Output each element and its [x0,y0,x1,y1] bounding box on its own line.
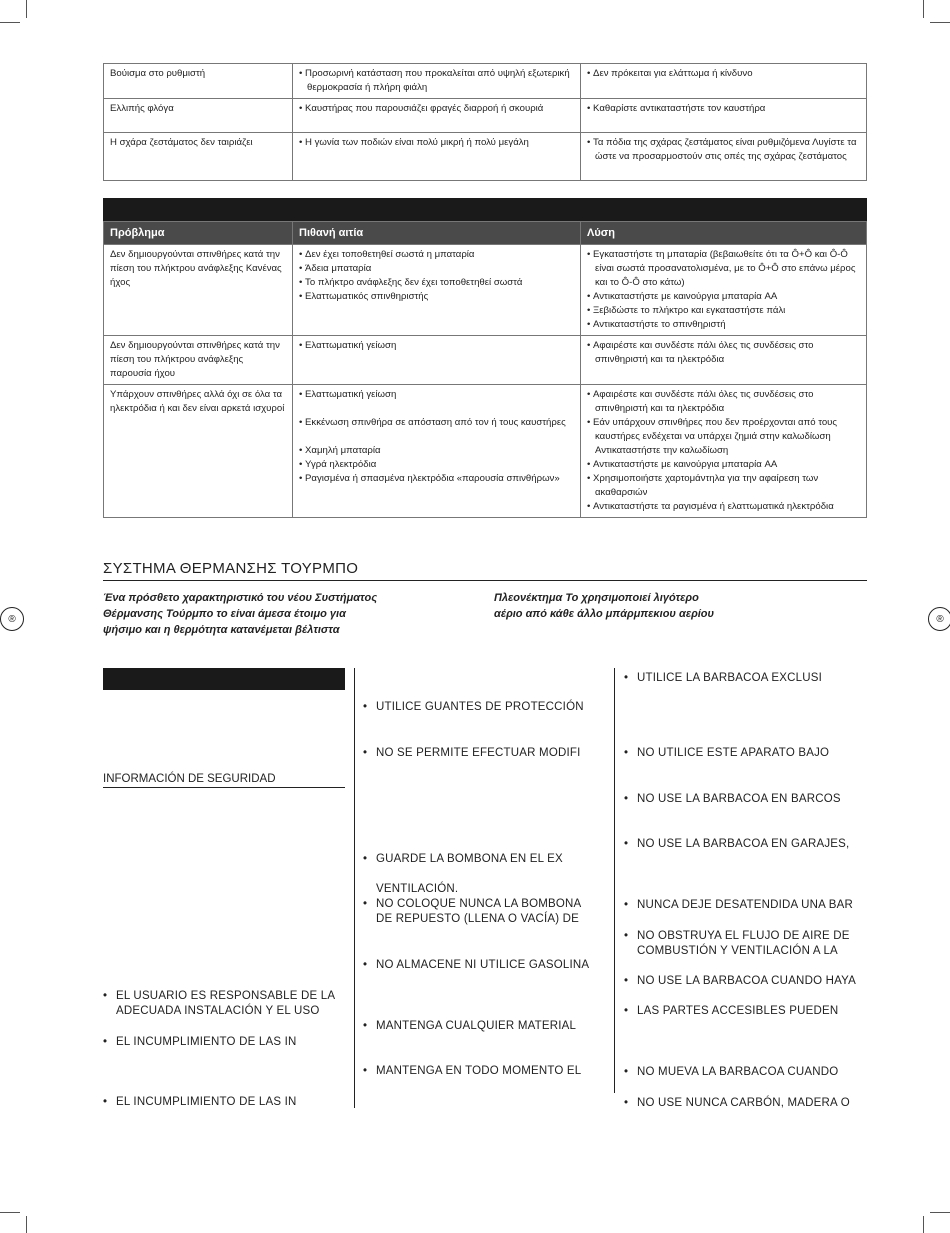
warning-item: • MANTENGA CUALQUIER MATERIAL [363,1020,577,1032]
table-row [104,245,867,336]
list-item: • Εάν υπάρχουν σπινθήρες που δεν προέρχονται από τους καυστήρες ενδέχεται να υπάρχει ζημιά στην καλωδίωση Αντικαταστήστε την καλωδίωση [587,416,860,458]
intro-line: Θέρμανσης Τούρμπο το είναι άμεσα έτοιμο για [103,608,346,620]
list-item: • Δεν πρόκειται για ελάττωμα ή κίνδυνο [587,67,860,81]
troubleshooting-table-1 [103,63,867,181]
warning-item: • NO USE LA BARBACOA CUANDO HAYA [624,975,857,987]
column-header: Λύση [581,222,867,245]
intro-left [103,590,483,638]
warning-item: • NUNCA DEJE DESATENDIDA UNA BAR [624,899,854,911]
crop-mark [26,0,27,18]
problem-cell: Υπάρχουν σπινθήρες αλλά όχι σε όλα τα ηλεκτρόδια ή και δεν είναι αρκετά ισχυροί [104,385,293,518]
list-item: • Τα πόδια της σχάρας ζεστάματος είναι ρυθμιζόμενα Λυγίστε τα ώστε να προσαρμοστούν στις οπές της σχάρας ζεστάματος [587,136,860,164]
cause-cell [293,64,581,99]
safety-heading: INFORMACIÓN DE SEGURIDAD [103,773,345,788]
crop-mark [923,1216,924,1233]
column-header: Πρόβλημα [104,222,293,245]
warning-item: • NO ALMACENE NI UTILICE GASOLINA [363,959,590,971]
list-item: • Ελαττωματικός σπινθηριστής [299,290,574,304]
list-item: • Η γωνία των ποδιών είναι πολύ μικρή ή πολύ μεγάλη [299,136,574,150]
cause-cell [293,99,581,133]
problem-cell: Δεν δημιουργούνται σπινθήρες κατά την πίεση του πλήκτρου ανάφλεξης παρουσία ήχου [104,336,293,385]
cause-cell [293,385,581,518]
column-divider [354,668,355,1108]
list-item: • Αντικαταστήστε με καινούργια μπαταρία AA [587,290,860,304]
list-item: • Άδεια μπαταρία [299,262,574,276]
list-item: • Αντικαταστήστε τα ραγισμένα ή ελαττωματικά ηλεκτρόδια [587,500,860,514]
crop-mark [0,1212,20,1213]
list-item: • Δεν έχει τοποθετηθεί σωστά η μπαταρία [299,248,574,262]
list-item: • Αντικαταστήστε το σπινθηριστή [587,318,860,332]
table-row [104,99,867,133]
crop-mark [26,1216,27,1233]
column-header: Πιθανή αιτία [293,222,581,245]
list-item: • Αφαιρέστε και συνδέστε πάλι όλες τις συνδέσεις στο σπινθηριστή και τα ηλεκτρόδια [587,388,860,416]
problem-cell: Βούισμα στο ρυθμιστή [104,64,293,99]
crop-mark [930,22,950,23]
warning-item: • NO SE PERMITE EFECTUAR MODIFI [363,747,581,759]
table-row [104,385,867,518]
solution-cell [581,385,867,518]
solution-cell [581,133,867,181]
warning-text: VENTILACIÓN. [376,883,459,895]
list-item: • Εγκαταστήστε τη μπαταρία (βεβαιωθείτε ότι τα Ô+Ô και Ô-Ô είναι σωστά προσανατολισμένα, με το Ô+Ô στο επάνω μέρος και το Ô-Ô στο κάτω) [587,248,860,290]
troubleshooting-table-2 [103,221,867,518]
problem-cell: Η σχάρα ζεστάματος δεν ταιριάζει [104,133,293,181]
warning-item: • MANTENGA EN TODO MOMENTO EL [363,1065,582,1077]
crop-mark [930,1212,950,1213]
solution-cell [581,245,867,336]
registration-mark-icon: ® [928,607,950,631]
warning-item: • UTILICE GUANTES DE PROTECCIÓN [363,701,584,713]
solution-cell [581,336,867,385]
list-item: • Αντικαταστήστε με καινούργια μπαταρία AA [587,458,860,472]
warning-item: • EL USUARIO ES RESPONSABLE DE LA ADECUADA INSTALACIÓN Y EL USO [103,990,336,1017]
list-item: • Το πλήκτρο ανάφλεξης δεν έχει τοποθετηθεί σωστά [299,276,574,290]
warning-item: • NO UTILICE ESTE APARATO BAJO [624,747,830,759]
column-divider [614,668,615,1093]
table-title-bar [103,198,867,221]
list-item: • Ελαττωματική γείωση [299,388,574,402]
list-item: • Εκκένωση σπινθήρα σε απόσταση από τον ή τους καυστήρες [299,416,574,430]
intro-line: Πλεονέκτημα Το χρησιμοποιεί λιγότερο [494,592,699,604]
cause-cell [293,245,581,336]
intro-line: Ένα πρόσθετο χαρακτηριστικό του νέου Συστήματος [103,592,378,604]
registration-mark-icon: ® [0,607,24,631]
warning-item: • UTILICE LA BARBACOA EXCLUSI [624,672,822,684]
cause-cell [293,336,581,385]
list-item: • Αφαιρέστε και συνδέστε πάλι όλες τις συνδέσεις στο σπινθηριστή και τα ηλεκτρόδια [587,339,860,367]
list-item: • Καθαρίστε αντικαταστήστε τον καυστήρα [587,102,860,116]
table-row [104,336,867,385]
list-item: • Καυστήρας που παρουσιάζει φραγές διαρροή ή σκουριά [299,102,574,116]
warning-item: • NO MUEVA LA BARBACOA CUANDO [624,1066,839,1078]
list-item: • Προσωρινή κατάσταση που προκαλείται από υψηλή εξωτερική θερμοκρασία ή πλήρη φιάλη [299,67,574,95]
list-item: • Ραγισμένα ή σπασμένα ηλεκτρόδια «παρουσία σπινθήρων» [299,472,574,486]
list-item: • Ξεβιδώστε το πλήκτρο και εγκαταστήστε πάλι [587,304,860,318]
table-header-row [104,222,867,245]
table-row [104,64,867,99]
list-item: • Χρησιμοποιήστε χαρτομάντηλα για την αφαίρεση των ακαθαρσιών [587,472,860,500]
intro-line: ψήσιμο και η θερμότητα κατανέμεται βέλτιστα [103,624,340,636]
problem-cell: Δεν δημιουργούνται σπινθήρες κατά την πίεση του πλήκτρου ανάφλεξης Κανένας ήχος [104,245,293,336]
warning-item: • NO USE LA BARBACOA EN BARCOS [624,793,841,805]
crop-mark [923,0,924,18]
warning-item: • EL INCUMPLIMIENTO DE LAS IN [103,1096,297,1108]
problem-cell: Ελλιπής φλόγα [104,99,293,133]
list-item: • Χαμηλή μπαταρία [299,444,574,458]
solution-cell [581,64,867,99]
cause-cell [293,133,581,181]
warning-item: • NO USE NUNCA CARBÓN, MADERA O [624,1097,850,1109]
crop-mark [0,22,20,23]
list-item: • Υγρά ηλεκτρόδια [299,458,574,472]
solution-cell [581,99,867,133]
intro-line: αέριο από κάθε άλλο μπάρμπεκιου αερίου [494,608,715,620]
safety-title-bar [103,668,345,690]
table-row [104,133,867,181]
warning-item: • NO COLOQUE NUNCA LA BOMBONA DE REPUESTO (LLENA O VACÍA) DE [363,898,582,925]
intro-right [494,590,874,622]
warning-item: • NO OBSTRUYA EL FLUJO DE AIRE DE COMBUSTIÓN Y VENTILACIÓN A LA [624,930,850,957]
list-item: • Ελαττωματική γείωση [299,339,574,353]
warning-item: • LAS PARTES ACCESIBLES PUEDEN [624,1005,839,1017]
warning-item: • NO USE LA BARBACOA EN GARAJES, [624,838,850,850]
warning-item: • GUARDE LA BOMBONA EN EL EX [363,853,563,865]
section-title: ΣΥΣΤΗΜΑ ΘΕΡΜΑΝΣΗΣ ΤΟΥΡΜΠΟ [103,560,867,581]
warning-item: • EL INCUMPLIMIENTO DE LAS IN [103,1036,297,1048]
